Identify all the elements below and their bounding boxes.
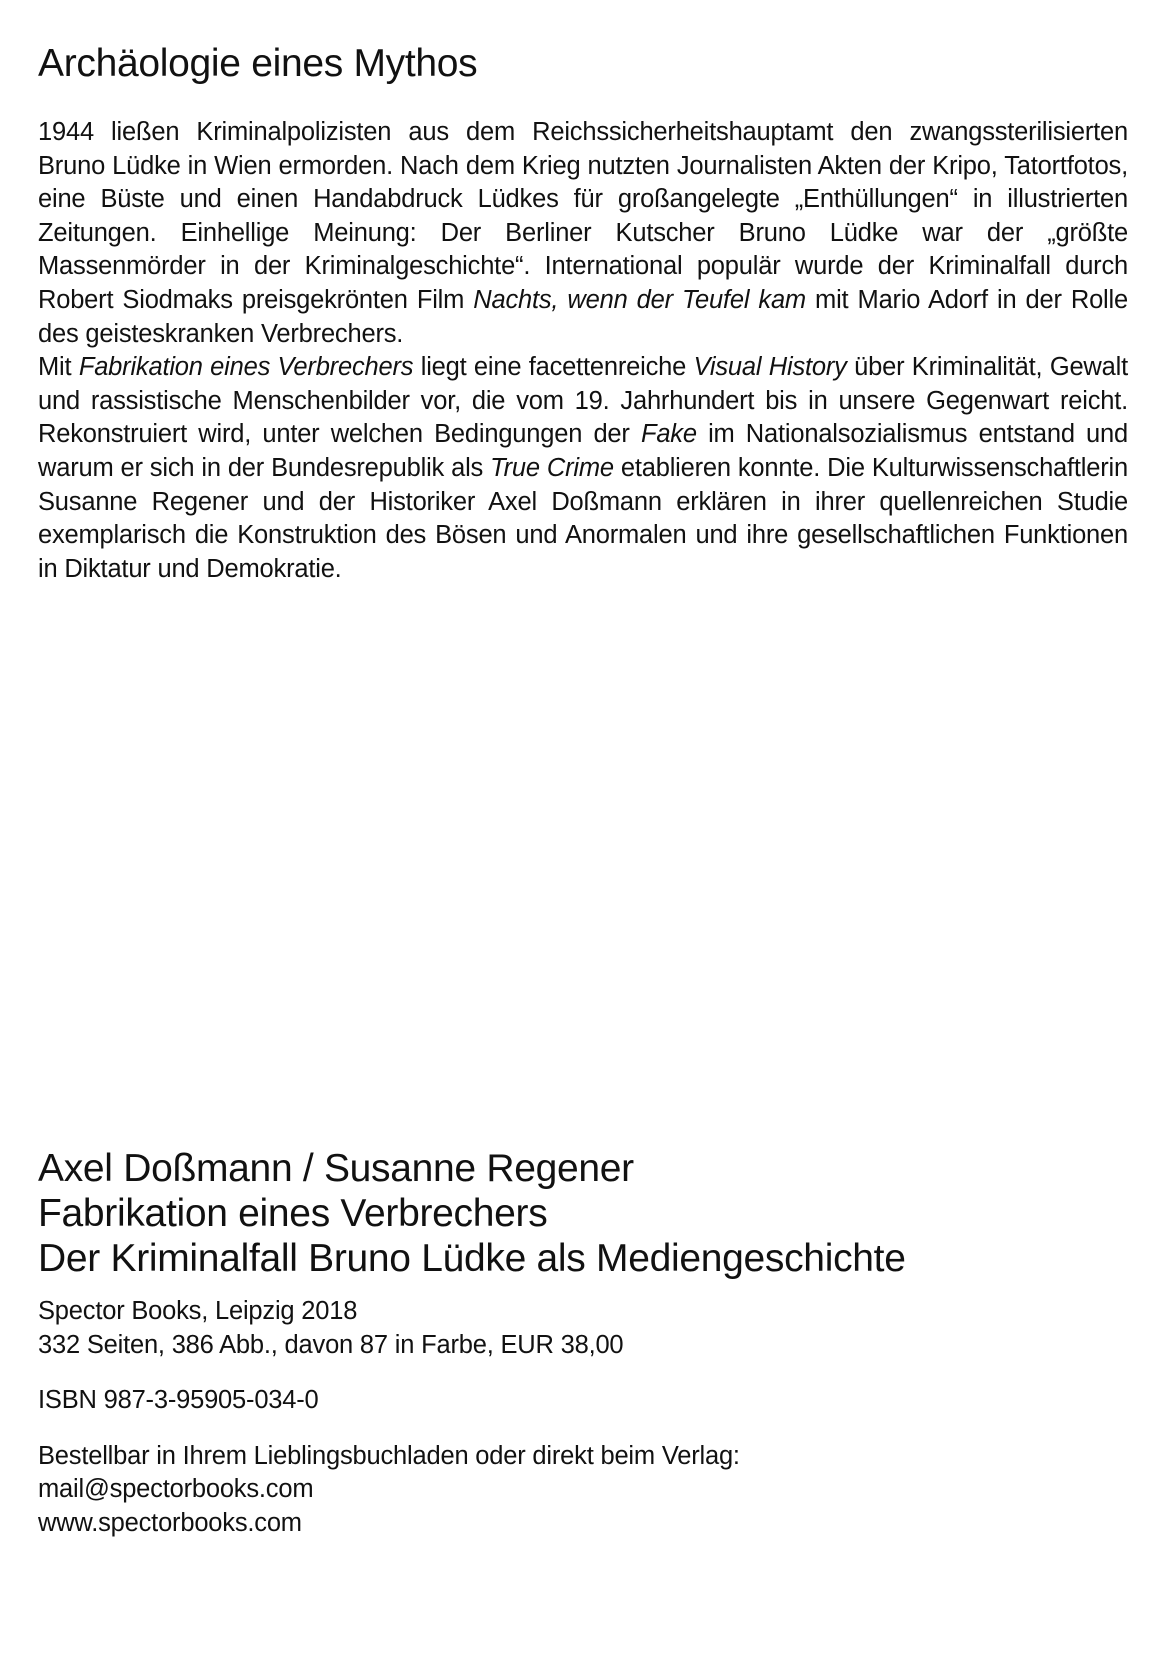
italic-title-text: Fabrikation eines Verbrechers <box>78 353 414 382</box>
order-info <box>38 1440 1128 1541</box>
text-run: 1944 ließen Kriminalpolizisten aus dem Reichssicherheitshauptamt den zwangssterilisierten Bruno Lüdke in Wien ermorden. Nach dem Krieg nutzten Journalisten Akten der Kripo, Tatortfotos, eine Büste und einen Handabdruck Lüdkes für großangelegte „Enthüllungen“ in illustrierten Zeitungen. Einhellige Meinung: Der Berliner Kutscher Bruno Lüdke war der „größte Massenmörder in der Kriminalgeschichte“. International populär wurde der Kriminalfall durch Robert Siodmaks preisgekrönten Film <box>38 118 1128 314</box>
isbn-number: ISBN 987-3-95905-034-0 <box>38 1386 319 1414</box>
text-run: etablieren konnte. Die Kulturwissenschaftlerin Susanne Regener und der Historiker Axel Doßmann erklären in ihrer quellenreichen Studie exemplarisch die Konstruktion des Bösen und Anormalen und ihre gesellschaftlichen Funktionen in Diktatur und Demokratie. <box>38 453 1128 583</box>
paragraph-2 <box>38 351 1128 586</box>
book-title: Fabrikation eines Verbrechers <box>38 1192 548 1235</box>
publisher-imprint: Spector Books, Leipzig 2018 <box>38 1297 358 1325</box>
book-info <box>38 1146 1128 1540</box>
italic-title-text: Fake <box>640 420 697 449</box>
book-announcement-page <box>38 0 1128 1654</box>
publisher-info <box>38 1295 1128 1362</box>
italic-title-text: True Crime <box>490 453 614 482</box>
website-link[interactable]: www.spectorbooks.com <box>38 1508 302 1537</box>
text-run: über Kriminalität, Gewalt und rassistische Menschenbilder vor, die vom 19. Jahrhundert bis in unsere Gegenwart reicht. Rekonstruiert wird, unter welchen Bedingungen der <box>38 353 1128 449</box>
text-run: mit Mario Adorf in der Rolle des geisteskranken Verbrechers. <box>38 285 1128 348</box>
text-run: im Nationalsozialismus entstand und warum er sich in der Bundesrepublik als <box>38 420 1128 482</box>
book-authors: Axel Doßmann / Susanne Regener <box>38 1147 634 1190</box>
isbn-info <box>38 1384 1128 1418</box>
italic-title-text: Nachts, wenn der Teufel kam <box>473 285 806 314</box>
description-text <box>38 116 1128 586</box>
text-run: liegt eine facettenreiche <box>413 353 694 382</box>
email-link[interactable]: mail@spectorbooks.com <box>38 1475 314 1503</box>
paragraph-1 <box>38 116 1128 351</box>
publication-details: 332 Seiten, 386 Abb., davon 87 in Farbe, EUR 38,00 <box>38 1330 624 1359</box>
order-text: Bestellbar in Ihrem Lieblingsbuchladen oder direkt beim Verlag: <box>38 1441 740 1470</box>
text-run: Mit <box>38 353 79 382</box>
page-title: Archäologie eines Mythos <box>38 42 478 85</box>
book-subtitle: Der Kriminalfall Bruno Lüdke als Mediengeschichte <box>38 1237 906 1280</box>
italic-title-text: Visual History <box>693 353 847 382</box>
